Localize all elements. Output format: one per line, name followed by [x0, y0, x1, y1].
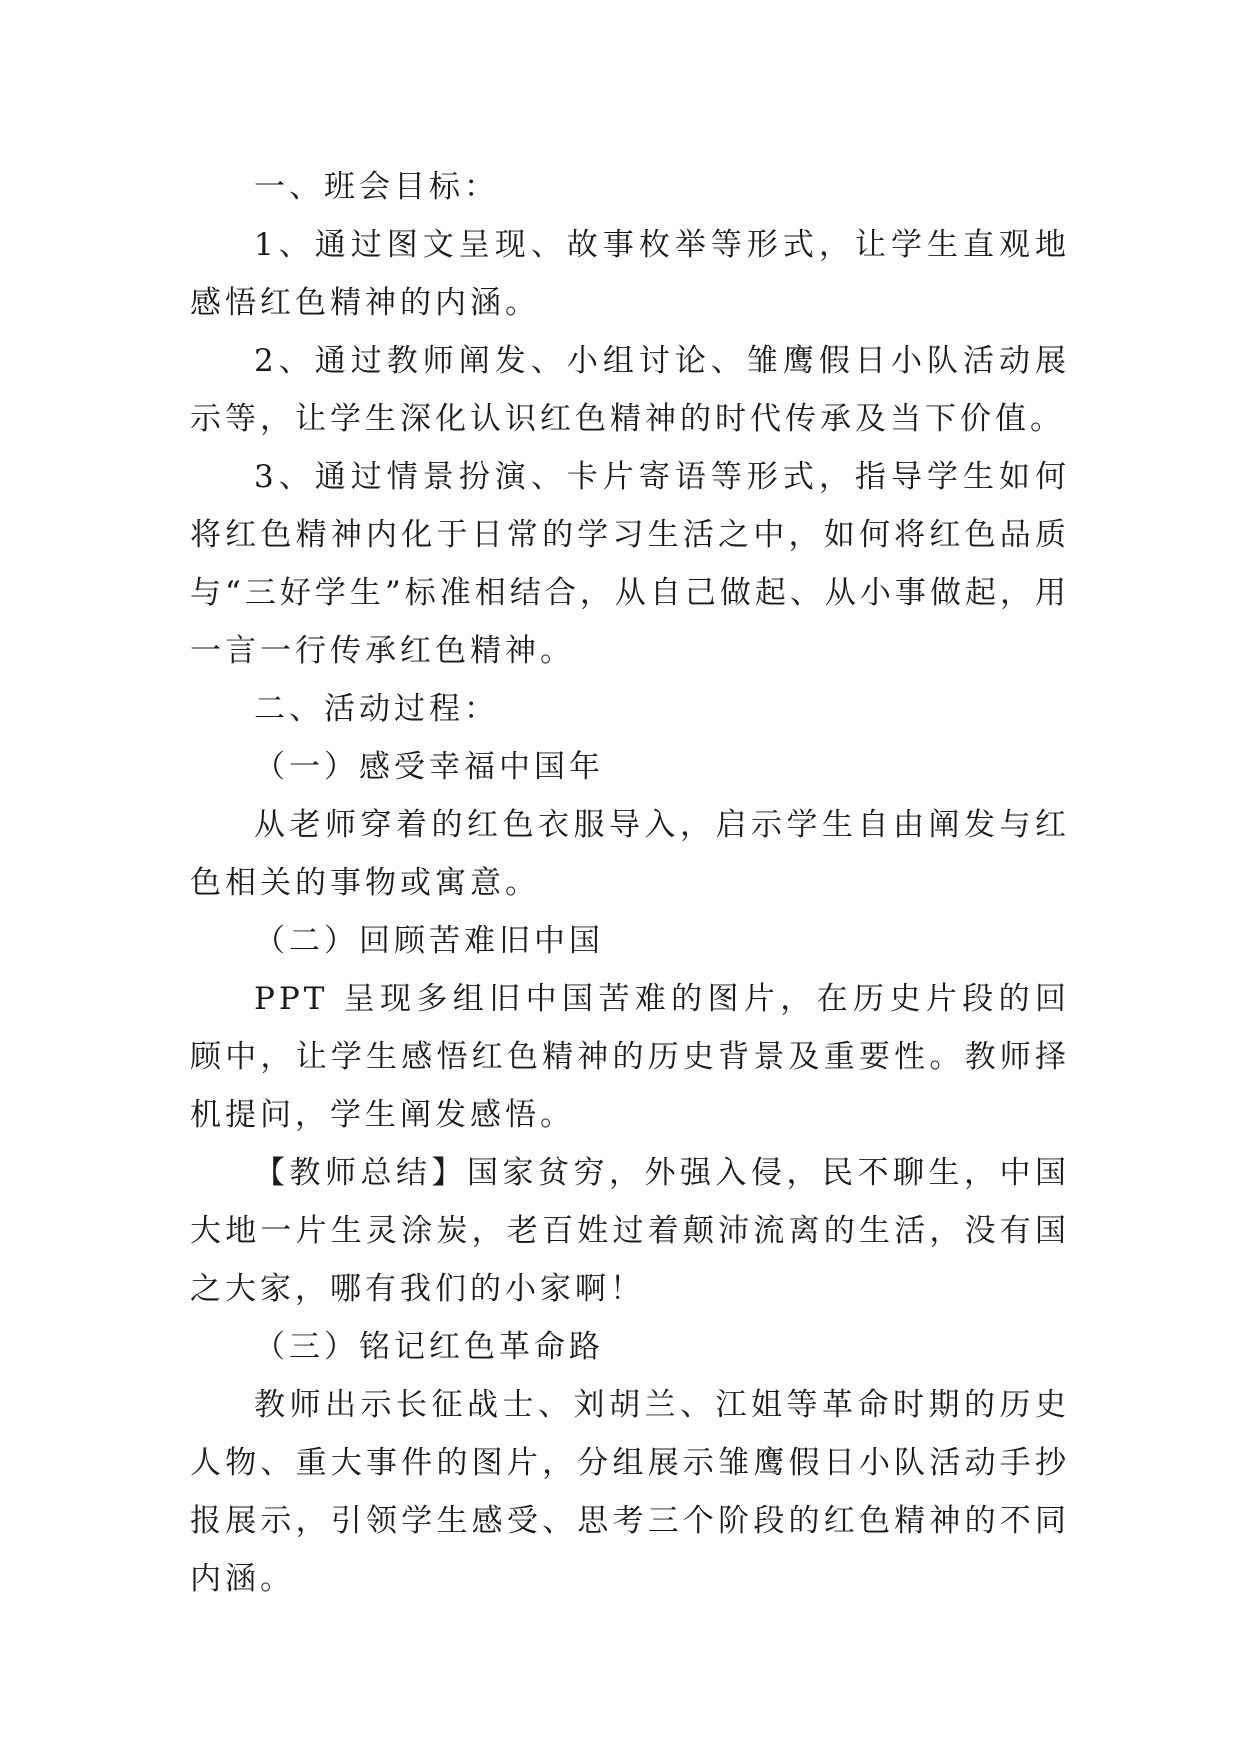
goal-item-3: 3、通过情景扮演、卡片寄语等形式，指导学生如何将红色精神内化于日常的学习生活之中，如何将红色品质与“三好学生”标准相结合，从自己做起、从小事做起，用一言一行传承红色精神。 [190, 459, 1070, 669]
subsection-heading-1: （一）感受幸福中国年 [254, 749, 604, 785]
paragraph-intro-red-clothes: 从老师穿着的红色衣服导入，启示学生自由阐发与红色相关的事物或寓意。 [190, 807, 1070, 901]
paragraph-revolution-figures: 教师出示长征战士、刘胡兰、江姐等革命时期的历史人物、重大事件的图片，分组展示雏鹰假日小队活动手抄报展示，引领学生感受、思考三个阶段的红色精神的不同内涵。 [190, 1387, 1070, 1597]
subsection-heading-2: （二）回顾苦难旧中国 [254, 923, 604, 959]
section-heading-process: 二、活动过程： [254, 691, 499, 727]
goal-item-1: 1、通过图文呈现、故事枚举等形式，让学生直观地感悟红色精神的内涵。 [190, 227, 1070, 321]
section-heading-goals: 一、班会目标： [254, 169, 499, 205]
document-body [190, 158, 1070, 1608]
paragraph-teacher-summary: 【教师总结】国家贫穷，外强入侵，民不聊生，中国大地一片生灵涂炭，老百姓过着颠沛流离的生活，没有国之大家，哪有我们的小家啊！ [190, 1155, 1070, 1307]
subsection-heading-3: （三）铭记红色革命路 [254, 1329, 604, 1365]
paragraph-ppt-old-china: PPT 呈现多组旧中国苦难的图片，在历史片段的回顾中，让学生感悟红色精神的历史背景及重要性。教师择机提问，学生阐发感悟。 [190, 981, 1070, 1133]
goal-item-2: 2、通过教师阐发、小组讨论、雏鹰假日小队活动展示等，让学生深化认识红色精神的时代传承及当下价值。 [190, 343, 1070, 437]
